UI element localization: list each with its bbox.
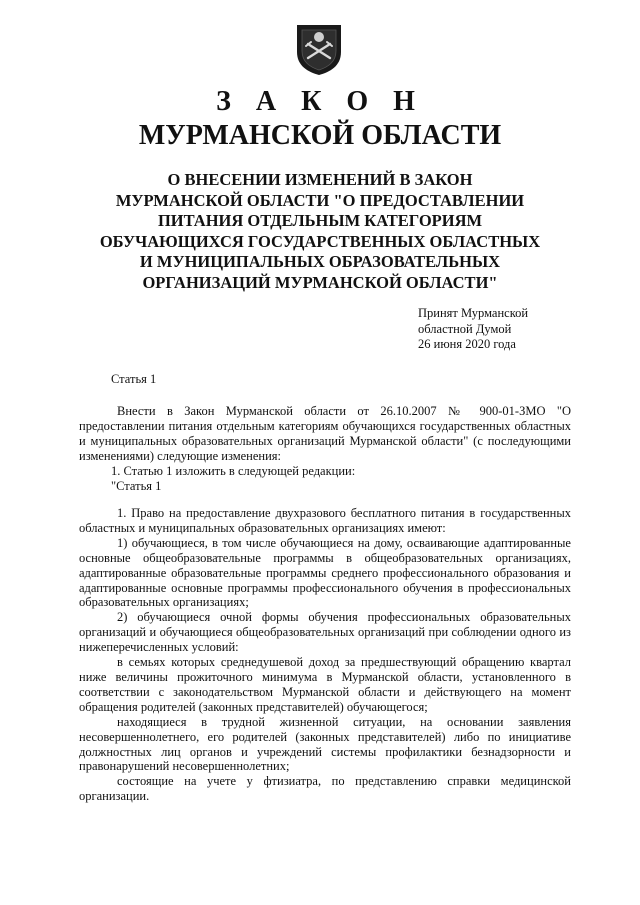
law-title-line: ОБУЧАЮЩИХСЯ ГОСУДАРСТВЕННЫХ ОБЛАСТНЫХ: [99, 231, 541, 251]
article-body: [79, 404, 571, 493]
adoption-line: Принят Мурманской: [418, 306, 529, 320]
paragraph-1: 1. Право на предоставление двухразового бесплатного питания в государственных областных и муниципальных образовательных организациях имеют:: [79, 506, 571, 535]
adoption-line: областной Думой: [418, 321, 512, 336]
paragraph-4: в семьях которых среднедушевой доход за предшествующий обращению квартал ниже величины прожиточного минимума в Мурманской области, установленного в соответствии с законодательством Мурманской области и действующего на момент обращения родителей (законных представителей) обучающегося;: [79, 655, 571, 714]
article-heading: [79, 372, 571, 387]
law-title-line: О ВНЕСЕНИИ ИЗМЕНЕНИЙ В ЗАКОН: [167, 170, 473, 189]
adoption-date: 26 июня 2020 года: [418, 337, 516, 352]
law-title-line: И МУНИЦИПАЛЬНЫХ ОБРАЗОВАТЕЛЬНЫХ: [139, 252, 501, 272]
quoted-article-heading: "Статья 1: [111, 478, 162, 493]
adoption-note: [418, 306, 528, 353]
article-title: Статья 1: [111, 372, 157, 386]
paragraph-3: 2) обучающиеся очной формы обучения профессиональных образовательных организаций и обучающиеся общеобразовательных организаций при соблюдении одного из нижеперечисленных условий:: [79, 610, 571, 655]
law-title-line: ОРГАНИЗАЦИЙ МУРМАНСКОЙ ОБЛАСТИ": [142, 272, 498, 292]
law-title-line: МУРМАНСКОЙ ОБЛАСТИ "О ПРЕДОСТАВЛЕНИИ: [115, 190, 525, 210]
region-heading: МУРМАНСКОЙ ОБЛАСТИ: [138, 120, 502, 151]
article-content: [79, 506, 571, 804]
document-type-heading: З А К О Н: [216, 86, 424, 117]
coat-of-arms-icon: [294, 22, 344, 76]
article-intro: Внести в Закон Мурманской области от 26.10.2007 № 900-01-ЗМО "О предоставлении питания отдельным категориям обучающихся государственных областных и муниципальных образовательных организаций Мурманской области" (с последующими изменениями) следующие изменения:: [79, 404, 571, 463]
paragraph-2: 1) обучающиеся, в том числе обучающиеся на дому, осваивающие адаптированные основные общеобразовательные программы в общеобразовательных организациях, адаптированные образовательные программы среднего профессионального образования и адаптированные основные программы профессионального обучения в профессиональных образовательных организациях;: [79, 535, 571, 610]
paragraph-5: находящиеся в трудной жизненной ситуации, на основании заявления несовершеннолетнего, его родителей (законных представителей) либо по инициативе должностных лиц органов и учреждений системы профилактики безнадзорности и правонарушений несовершеннолетних;: [79, 714, 571, 774]
article-item-1: 1. Статью 1 изложить в следующей редакции:: [111, 463, 356, 478]
law-title: [60, 170, 580, 294]
paragraph-6: состоящие на учете у фтизиатра, по представлению справки медицинской организации.: [79, 774, 571, 804]
law-title-line: ПИТАНИЯ ОТДЕЛЬНЫМ КАТЕГОРИЯМ: [157, 211, 483, 231]
